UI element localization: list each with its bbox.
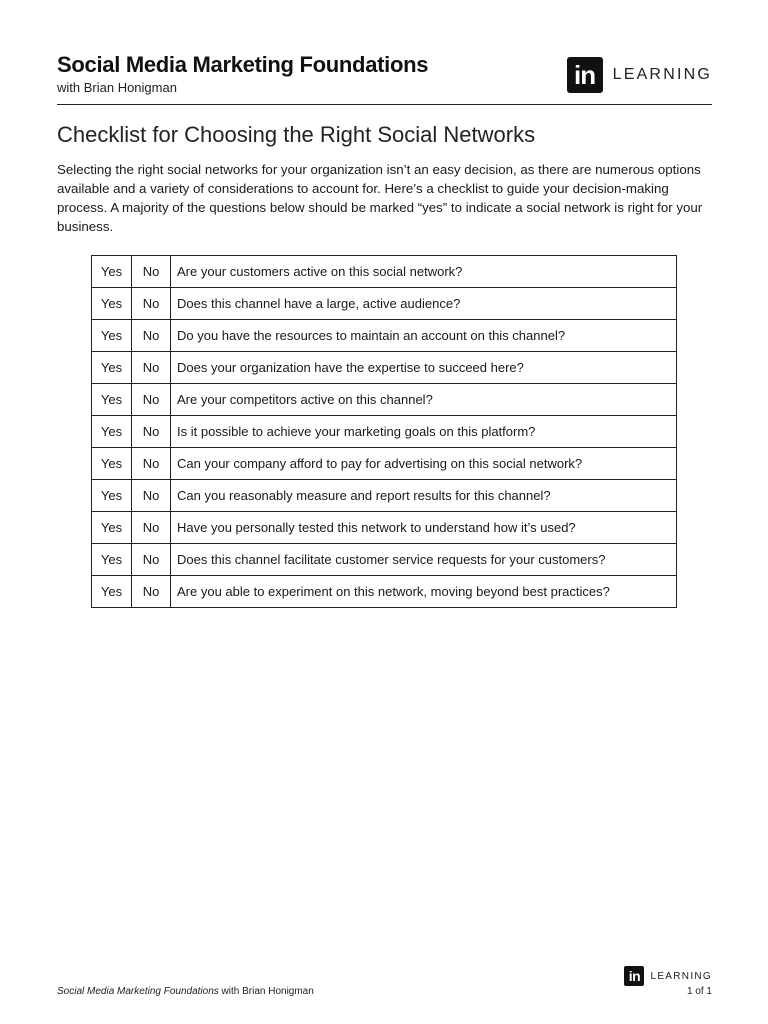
checklist-row [92, 512, 677, 544]
yes-option[interactable]: Yes [92, 384, 132, 416]
yes-option[interactable]: Yes [92, 448, 132, 480]
yes-option[interactable]: Yes [92, 288, 132, 320]
checklist-row [92, 416, 677, 448]
yes-option[interactable]: Yes [92, 416, 132, 448]
question-text: Does this channel facilitate customer service requests for your customers? [171, 544, 677, 576]
no-option[interactable]: No [132, 480, 171, 512]
yes-option[interactable]: Yes [92, 576, 132, 608]
no-option[interactable]: No [132, 256, 171, 288]
question-text: Are your competitors active on this channel? [171, 384, 677, 416]
footer-linkedin-icon: in [624, 966, 644, 986]
no-option[interactable]: No [132, 576, 171, 608]
checklist-row [92, 448, 677, 480]
question-text: Does this channel have a large, active audience? [171, 288, 677, 320]
question-text: Does your organization have the expertise to succeed here? [171, 352, 677, 384]
course-author: with Brian Honigman [57, 80, 177, 95]
checklist-row [92, 320, 677, 352]
page-number: 1 of 1 [686, 986, 712, 997]
no-option[interactable]: No [132, 288, 171, 320]
yes-option[interactable]: Yes [92, 352, 132, 384]
question-text: Have you personally tested this network to understand how it’s used? [171, 512, 677, 544]
linkedin-icon: in [567, 57, 603, 93]
question-text: Can you reasonably measure and report results for this channel? [171, 480, 677, 512]
footer-author: with Brian Honigman [218, 986, 314, 997]
checklist-table [91, 255, 677, 608]
yes-option[interactable]: Yes [92, 480, 132, 512]
footer-course-title: Social Media Marketing Foundations [57, 986, 219, 997]
checklist-row [92, 352, 677, 384]
intro-paragraph: Selecting the right social networks for your organization isn’t an easy decision, as there are numerous options available and a variety of considerations to account for. Here’s a checklist to guide your decision-making process. A majority of the questions below should be marked “yes” to indicate a social network is right for your business. [57, 162, 703, 234]
checklist-row [92, 576, 677, 608]
section-title: Checklist for Choosing the Right Social Networks [57, 122, 536, 147]
logo-wordmark: LEARNING [612, 66, 712, 83]
yes-option[interactable]: Yes [92, 512, 132, 544]
no-option[interactable]: No [132, 416, 171, 448]
course-title: Social Media Marketing Foundations [57, 52, 429, 77]
checklist-row [92, 480, 677, 512]
question-text: Do you have the resources to maintain an account on this channel? [171, 320, 677, 352]
checklist-row [92, 256, 677, 288]
yes-option[interactable]: Yes [92, 320, 132, 352]
question-text: Can your company afford to pay for advertising on this social network? [171, 448, 677, 480]
no-option[interactable]: No [132, 544, 171, 576]
question-text: Is it possible to achieve your marketing goals on this platform? [171, 416, 677, 448]
no-option[interactable]: No [132, 320, 171, 352]
linkedin-learning-logo [567, 57, 712, 93]
yes-option[interactable]: Yes [92, 544, 132, 576]
checklist-row [92, 384, 677, 416]
question-text: Are your customers active on this social network? [171, 256, 677, 288]
question-text: Are you able to experiment on this network, moving beyond best practices? [171, 576, 677, 608]
checklist-row [92, 288, 677, 320]
no-option[interactable]: No [132, 384, 171, 416]
footer-linkedin-learning-logo [624, 966, 712, 986]
no-option[interactable]: No [132, 448, 171, 480]
footer-course-credit [57, 986, 314, 997]
no-option[interactable]: No [132, 512, 171, 544]
no-option[interactable]: No [132, 352, 171, 384]
footer-logo-wordmark: LEARNING [650, 970, 712, 982]
yes-option[interactable]: Yes [92, 256, 132, 288]
document-header [57, 52, 712, 105]
checklist-row [92, 544, 677, 576]
